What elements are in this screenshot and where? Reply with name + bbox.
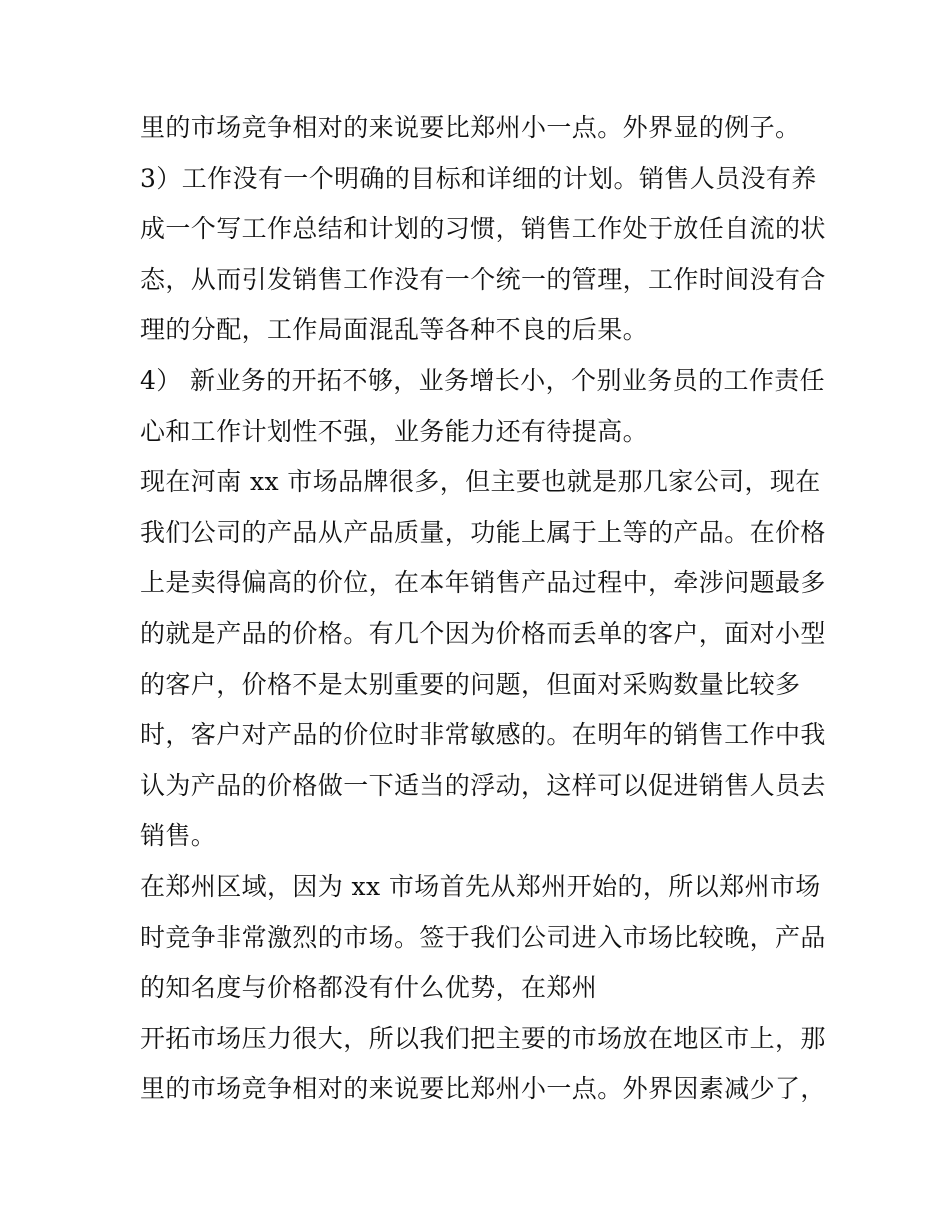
text-line: 上是卖得偏高的价位，在本年销售产品过程中，牵涉问题最多 [140,568,826,598]
text-line: 时，客户对产品的价位时非常敏感的。在明年的销售工作中我 [140,720,826,750]
document-body [140,103,826,1115]
text-line: 里的市场竞争相对的来说要比郑州小一点。外界因素减少了， [140,1074,826,1104]
text-line: 态，从而引发销售工作没有一个统一的管理，工作时间没有合 [140,264,826,294]
text-line: 心和工作计划性不强，业务能力还有待提高。 [140,416,649,446]
text-line: 里的市场竞争相对的来说要比郑州小一点。外界显的例子。 [140,113,801,142]
text-line: 在郑州区域，因为 xx 市场首先从郑州开始的，所以郑州市场 [140,871,821,901]
text-line: 我们公司的产品从产品质量，功能上属于上等的产品。在价格 [140,517,826,547]
text-line: 的就是产品的价格。有几个因为价格而丢单的客户，面对小型 [140,618,826,648]
text-line: 时竞争非常激烈的市场。签于我们公司进入市场比较晚，产品 [140,922,826,952]
text-line: 理的分配，工作局面混乱等各种不良的后果。 [140,315,649,345]
text-line: 开拓市场压力很大，所以我们把主要的市场放在地区市上，那 [140,1023,826,1053]
text-line: 4） 新业务的开拓不够，业务增长小，个别业务员的工作责任 [140,365,826,395]
text-line: 销售。 [140,821,217,851]
text-line: 3）工作没有一个明确的目标和详细的计划。销售人员没有养 [140,163,817,193]
text-line: 认为产品的价格做一下适当的浮动，这样可以促进销售人员去 [140,770,826,800]
text-line: 成一个写工作总结和计划的习惯，销售工作处于放任自流的状 [140,214,826,244]
text-line: 的知名度与价格都没有什么优势，在郑州 [140,973,598,1003]
text-line: 现在河南 xx 市场品牌很多，但主要也就是那几家公司，现在 [140,467,821,497]
text-line: 的客户，价格不是太别重要的问题，但面对采购数量比较多 [140,669,801,699]
